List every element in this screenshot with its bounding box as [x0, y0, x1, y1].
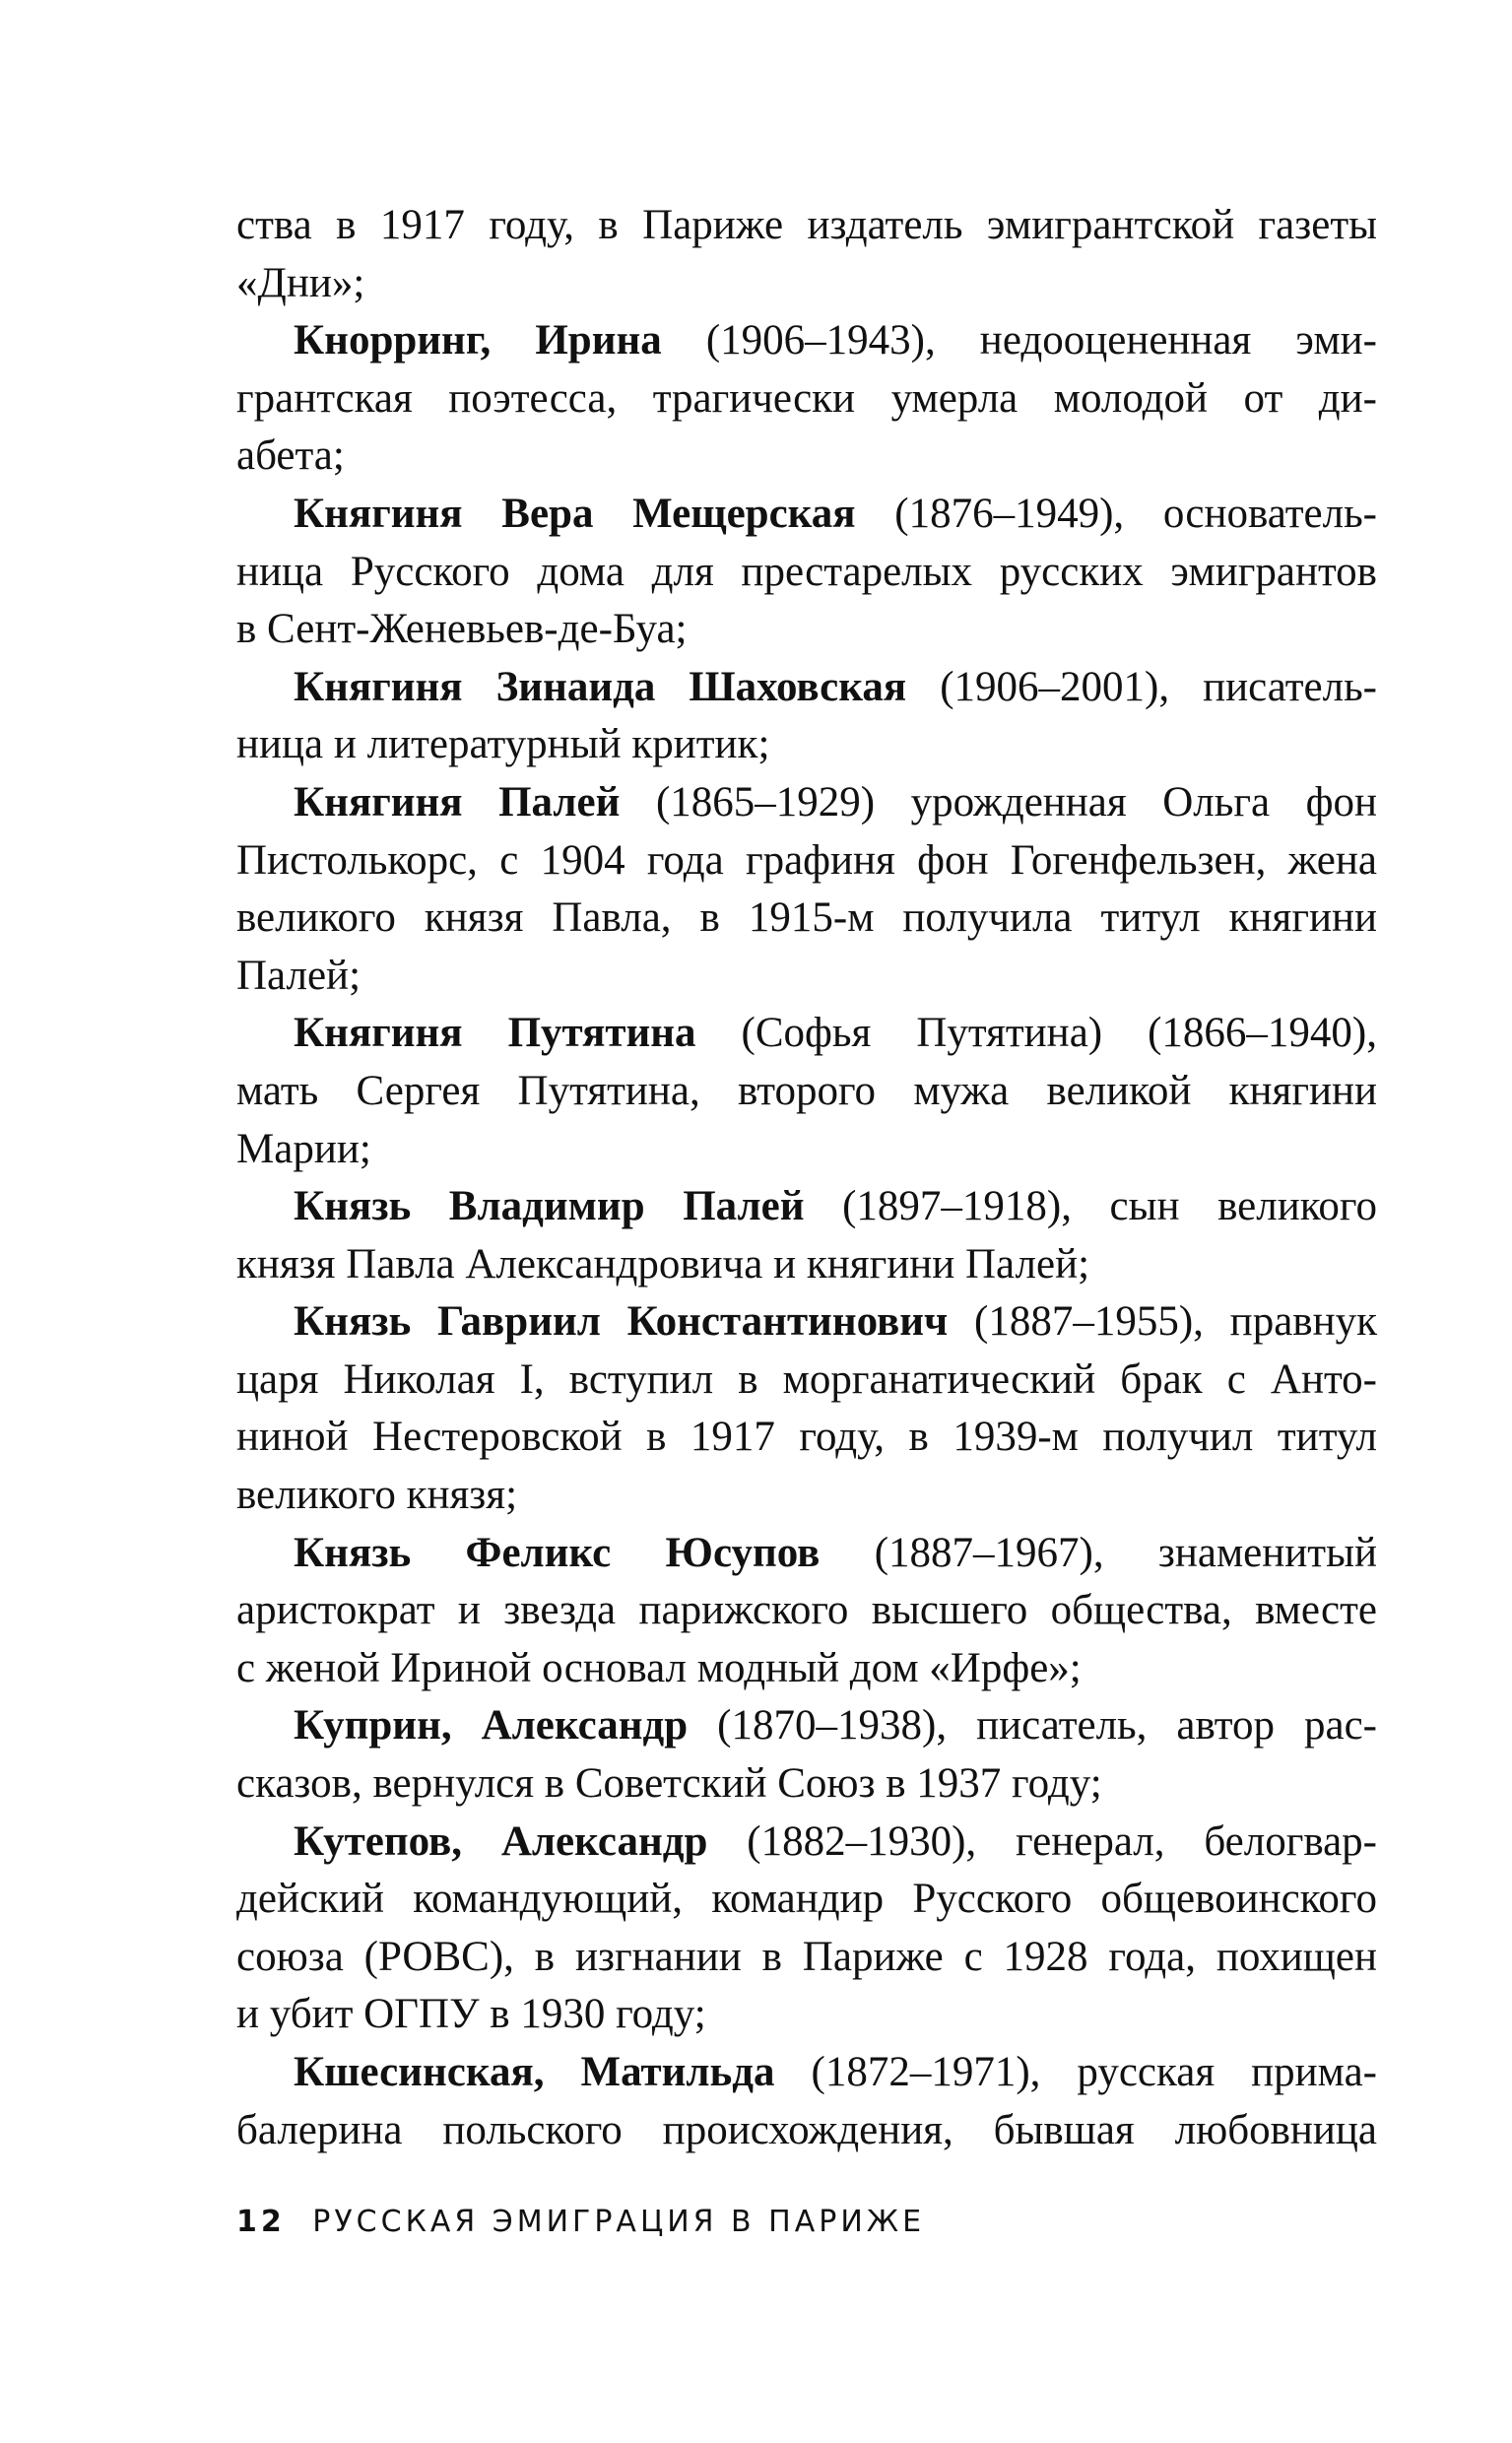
entry-first-line — [236, 1005, 1377, 1063]
text-line: союза (РОВС), в изгнании в Париже с 1928 года, похищен — [236, 1933, 1377, 1980]
entry-name: Князь Феликс Юсупов — [294, 1529, 821, 1576]
entry-first-line — [236, 1814, 1377, 1872]
text-line: «Дни»; — [236, 259, 365, 306]
entry-text: (1887–1955), правнук — [948, 1298, 1377, 1346]
entry-first-line — [236, 659, 1377, 717]
page-footer — [236, 2205, 925, 2239]
entry-first-line — [236, 1525, 1377, 1583]
page-body — [236, 197, 1377, 2159]
text-line: абета; — [236, 432, 345, 480]
running-title: РУССКАЯ ЭМИГРАЦИЯ В ПАРИЖЕ — [312, 2205, 926, 2239]
entry-text: (1870–1938), писатель, автор рас- — [688, 1702, 1377, 1750]
entry-text: (1906–2001), писатель- — [906, 663, 1377, 710]
text-line: грантская поэтесса, трагически умерла молодой от ди- — [236, 374, 1377, 422]
entry-first-line — [236, 486, 1377, 544]
text-line: ниной Нестеровской в 1917 году, в 1939-м получил титул — [236, 1414, 1377, 1461]
entry-name: Кнорринг, Ирина — [294, 317, 662, 364]
text-line: в Сент-Женевьев-де-Буа; — [236, 606, 688, 653]
entry-first-line — [236, 2044, 1377, 2102]
entry-name: Кшесинская, Матильда — [294, 2049, 775, 2095]
entry-name: Княгиня Палей — [294, 778, 621, 825]
entry-text: (1882–1930), генерал, белогвар- — [707, 1817, 1377, 1865]
text-line: князя Павла Александровича и княгини Палей; — [236, 1240, 1090, 1288]
entry-text: (1872–1971), русская прима- — [774, 2049, 1377, 2095]
text-line: великого князя Павла, в 1915-м получила титул княгини — [236, 894, 1377, 942]
entry-name: Кутепов, Александр — [294, 1817, 708, 1865]
text-line: и убит ОГПУ в 1930 году; — [236, 1991, 706, 2038]
page-number: 12 — [236, 2205, 286, 2239]
entry-text: (Софья Путятина) (1866–1940), — [695, 1010, 1378, 1057]
entry-name: Князь Владимир Палей — [294, 1183, 805, 1230]
entry-first-line — [236, 1178, 1377, 1236]
text-line: дейский командующий, командир Русского общевоинского — [236, 1876, 1377, 1923]
text-line: мать Сергея Путятина, второго мужа великой княгини — [236, 1067, 1377, 1114]
text-line: великого князя; — [236, 1472, 518, 1519]
entry-text: (1906–1943), недооцененная эми- — [661, 317, 1377, 364]
entry-name: Князь Гавриил Константинович — [294, 1298, 949, 1346]
entry-text: (1887–1967), знаменитый — [820, 1529, 1377, 1576]
text-line: Марии; — [236, 1125, 371, 1172]
text-line: сказов, вернулся в Советский Союз в 1937 году; — [236, 1760, 1102, 1808]
entry-text: (1876–1949), основатель- — [855, 490, 1377, 537]
text-line: Пистолькорс, с 1904 года графиня фон Гогенфельзен, жена — [236, 836, 1377, 884]
text-line: с женой Ириной основал модный дом «Ирфе»; — [236, 1644, 1082, 1691]
entry-first-line — [236, 1293, 1377, 1352]
text-line: балерина польского происхождения, бывшая любовница — [236, 2106, 1377, 2153]
entry-text: (1897–1918), сын великого — [804, 1183, 1377, 1230]
entry-first-line — [236, 312, 1377, 370]
entry-name: Куприн, Александр — [294, 1702, 689, 1750]
text-line: ства в 1917 году, в Париже издатель эмигрантской газеты — [236, 202, 1377, 248]
entry-first-line — [236, 1697, 1377, 1755]
text-line: царя Николая I, вступил в морганатический брак с Анто- — [236, 1355, 1377, 1403]
entry-text: (1865–1929) урожденная Ольга фон — [620, 778, 1377, 825]
text-line: ница и литературный критик; — [236, 721, 770, 768]
text-line: Палей; — [236, 952, 362, 999]
entry-first-line — [236, 774, 1377, 832]
text-line: ница Русского дома для престарелых русских эмигрантов — [236, 548, 1377, 595]
entry-name: Княгиня Зинаида Шаховская — [294, 663, 907, 710]
entry-name: Княгиня Вера Мещерская — [294, 490, 856, 537]
text-line: аристократ и звезда парижского высшего общества, вместе — [236, 1587, 1377, 1634]
entry-name: Княгиня Путятина — [294, 1010, 696, 1057]
